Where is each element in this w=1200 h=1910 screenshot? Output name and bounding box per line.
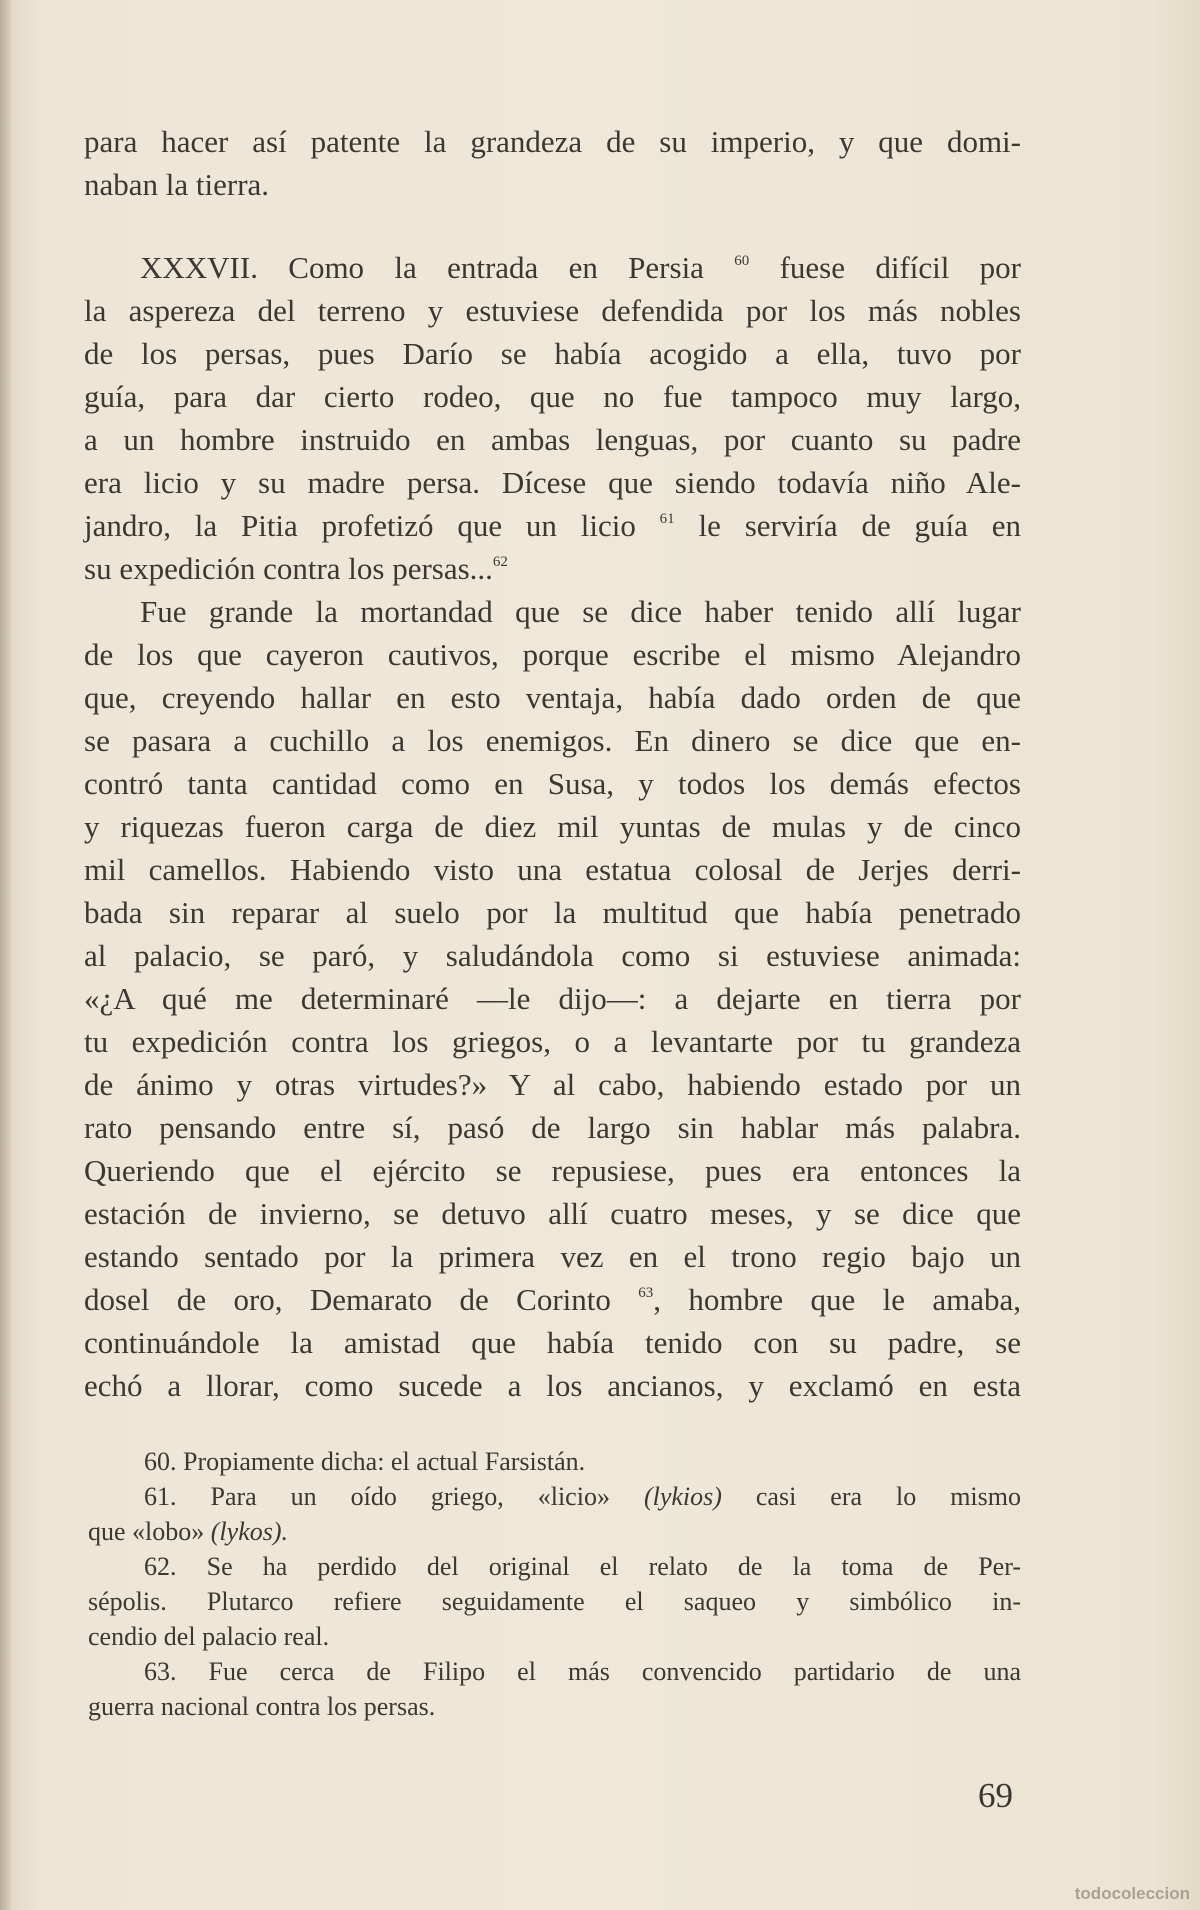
footnote-ref: 63: [638, 1285, 654, 1301]
text-line: estando sentado por la primera vez en el trono regio bajo un: [84, 1239, 1021, 1274]
text-line: de ánimo y otras virtudes?» Y al cabo, habiendo estado por un: [84, 1067, 1021, 1102]
text-line: para hacer así patente la grandeza de su imperio, y que domi-: [84, 124, 1021, 159]
footnote-62-continued: cendio del palacio real.: [88, 1622, 330, 1651]
text-line: contró tanta cantidad como en Susa, y todos los demás efectos: [84, 766, 1021, 801]
footnote-ref: 60: [734, 253, 750, 269]
text-line: estación de invierno, se detuvo allí cuatro meses, y se dice que: [84, 1196, 1021, 1231]
text-line: naban la tierra.: [84, 167, 270, 202]
main-text: [84, 120, 1021, 1407]
text-line: bada sin reparar al suelo por la multitud que había penetrado: [84, 895, 1021, 930]
footnotes: [88, 1444, 1021, 1724]
watermark: todocoleccion: [1074, 1884, 1190, 1903]
text-line: continuándole la amistad que había tenido con su padre, se: [84, 1325, 1021, 1360]
text-line: Queriendo que el ejército se repusiese, pues era entonces la: [84, 1153, 1021, 1188]
text-line: y riquezas fueron carga de diez mil yuntas de mulas y de cinco: [84, 809, 1021, 844]
text-line: guía, para dar cierto rodeo, que no fue tampoco muy largo,: [84, 379, 1021, 414]
footnote-ref: 62: [492, 554, 508, 570]
paragraph-opening-line: Fue grande la mortandad que se dice haber tenido allí lugar: [140, 594, 1021, 629]
text-line: echó a llorar, como sucede a los ancianos, y exclamó en esta: [84, 1368, 1021, 1403]
footnote-61-continued: que «lobo» (lykos).: [88, 1517, 289, 1546]
footnote-63-continued: guerra nacional contra los persas.: [88, 1692, 436, 1721]
text-line: rato pensando entre sí, pasó de largo sin hablar más palabra.: [84, 1110, 1021, 1145]
footnote-ref: 61: [659, 511, 675, 527]
text-line: la aspereza del terreno y estuviese defendida por los más nobles: [84, 293, 1021, 328]
text-line: mil camellos. Habiendo visto una estatua colosal de Jerjes derri-: [84, 852, 1021, 887]
text-line: de los que cayeron cautivos, porque escribe el mismo Alejandro: [84, 637, 1021, 672]
footnote-62: 62. Se ha perdido del original el relato de la toma de Per-: [144, 1552, 1021, 1581]
page-number: 69: [978, 1776, 1013, 1815]
text-line: que, creyendo hallar en esto ventaja, había dado orden de que: [84, 680, 1021, 715]
text-line: tu expedición contra los griegos, o a levantarte por tu grandeza: [84, 1024, 1021, 1059]
text-line: de los persas, pues Darío se había acogido a ella, tuvo por: [84, 336, 1021, 371]
text-line: jandro, la Pitia profetizó que un licio $^{61}$ le serviría de guía en: [84, 508, 1022, 543]
text-line: se pasara a cuchillo a los enemigos. En dinero se dice que en-: [84, 723, 1021, 758]
text-line: su expedición contra los persas...$^{62}$: [84, 551, 508, 586]
chapter-opening-line: XXXVII. Como la entrada en Persia $^{60}$ fuese difícil por: [140, 250, 1022, 285]
footnote-60: 60. Propiamente dicha: el actual Farsistán.: [144, 1447, 586, 1476]
text-line: era licio y su madre persa. Dícese que siendo todavía niño Ale-: [84, 465, 1021, 500]
text-line: dosel de oro, Demarato de Corinto $^{63}$, hombre que le amaba,: [84, 1282, 1022, 1317]
footnote-62-continued: sépolis. Plutarco refiere seguidamente el saqueo y simbólico in-: [88, 1587, 1021, 1616]
page-gutter-shadow: [0, 0, 12, 1910]
text-line: al palacio, se paró, y saludándola como si estuviese animada:: [84, 938, 1021, 973]
footnote-61: 61. Para un oído griego, «licio» (lykios) casi era lo mismo: [144, 1482, 1021, 1511]
text-line: a un hombre instruido en ambas lenguas, por cuanto su padre: [84, 422, 1021, 457]
footnote-63: 63. Fue cerca de Filipo el más convencido partidario de una: [144, 1657, 1021, 1686]
text-line: «¿A qué me determinaré —le dijo—: a dejarte en tierra por: [84, 981, 1021, 1016]
